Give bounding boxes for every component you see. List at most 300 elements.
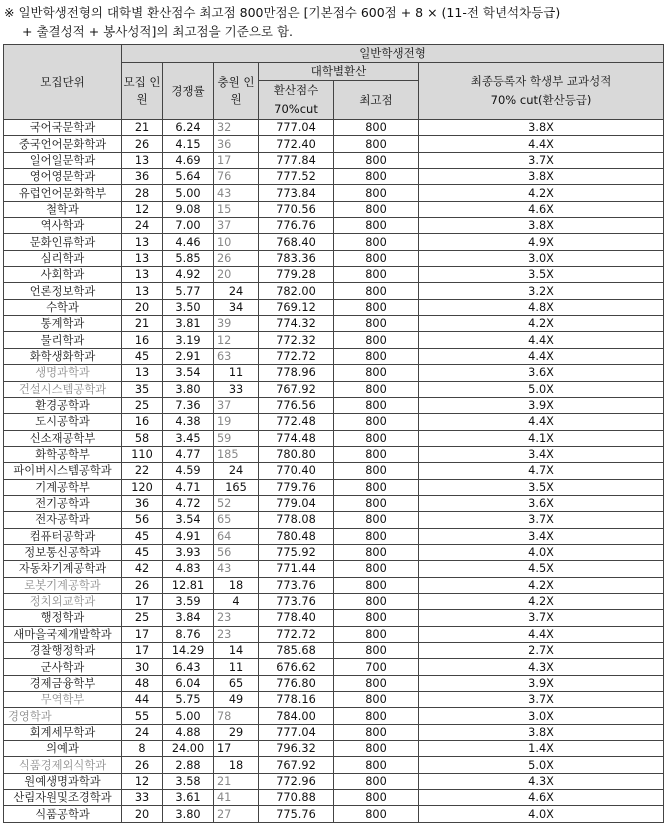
competition-cell: 4.83 bbox=[163, 561, 214, 577]
max-score-cell: 800 bbox=[334, 332, 419, 348]
competition-cell: 4.59 bbox=[163, 463, 214, 479]
grade-cell: 1.4X bbox=[419, 741, 664, 757]
score-cell: 770.40 bbox=[259, 463, 334, 479]
max-score-cell: 800 bbox=[334, 577, 419, 593]
score-cell: 772.72 bbox=[259, 348, 334, 364]
extra-cell: 4 bbox=[214, 593, 259, 609]
dept-cell: 군사학과 bbox=[4, 659, 122, 675]
score-cell: 772.40 bbox=[259, 136, 334, 152]
competition-cell: 6.43 bbox=[163, 659, 214, 675]
table-row bbox=[4, 708, 664, 724]
quota-cell: 12 bbox=[122, 773, 163, 789]
grade-cell: 4.4X bbox=[419, 626, 664, 642]
dept-cell: 식품공학과 bbox=[4, 806, 122, 822]
grade-cell: 5.0X bbox=[419, 381, 664, 397]
quota-cell: 25 bbox=[122, 610, 163, 626]
score-cell: 778.96 bbox=[259, 365, 334, 381]
footnote-line-2: + 출결성적 + 봉사성적]의 최고점을 기준으로 함. bbox=[22, 24, 293, 39]
quota-cell: 17 bbox=[122, 626, 163, 642]
max-score-cell: 800 bbox=[334, 806, 419, 822]
grade-cell: 4.4X bbox=[419, 136, 664, 152]
quota-cell: 45 bbox=[122, 528, 163, 544]
competition-cell: 4.69 bbox=[163, 152, 214, 168]
dept-cell: 전자공학과 bbox=[4, 512, 122, 528]
footnote-line-1: ※ 일반학생전형의 대학별 환산점수 최고점 800만점은 [기본점수 600점 + 8 × (11-전 학년석차등급) bbox=[4, 5, 561, 20]
dept-cell: 새마을국제개발학과 bbox=[4, 626, 122, 642]
grade-cell: 4.4X bbox=[419, 414, 664, 430]
grade-cell: 3.7X bbox=[419, 692, 664, 708]
max-score-cell: 800 bbox=[334, 790, 419, 806]
dept-cell: 통계학과 bbox=[4, 316, 122, 332]
extra-cell: 23 bbox=[214, 610, 259, 626]
grade-cell: 4.2X bbox=[419, 593, 664, 609]
quota-cell: 48 bbox=[122, 675, 163, 691]
quota-cell: 21 bbox=[122, 316, 163, 332]
score-cell: 777.04 bbox=[259, 724, 334, 740]
max-score-cell: 800 bbox=[334, 610, 419, 626]
max-score-cell: 800 bbox=[334, 218, 419, 234]
table-row bbox=[4, 806, 664, 822]
max-score-cell: 800 bbox=[334, 414, 419, 430]
max-score-cell: 800 bbox=[334, 463, 419, 479]
competition-cell: 8.76 bbox=[163, 626, 214, 642]
score-cell: 780.80 bbox=[259, 446, 334, 462]
extra-cell: 33 bbox=[214, 381, 259, 397]
extra-cell: 32 bbox=[214, 120, 259, 136]
table-row bbox=[4, 365, 664, 381]
table-row bbox=[4, 267, 664, 283]
grade-cell: 3.6X bbox=[419, 495, 664, 511]
extra-cell: 64 bbox=[214, 528, 259, 544]
grade-cell: 3.0X bbox=[419, 250, 664, 266]
dept-cell: 신소재공학부 bbox=[4, 430, 122, 446]
quota-cell: 36 bbox=[122, 169, 163, 185]
extra-cell: 65 bbox=[214, 512, 259, 528]
table-row bbox=[4, 495, 664, 511]
competition-cell: 3.54 bbox=[163, 512, 214, 528]
max-score-cell: 800 bbox=[334, 528, 419, 544]
dept-cell: 화학공학부 bbox=[4, 446, 122, 462]
score-cell: 779.28 bbox=[259, 267, 334, 283]
score-cell: 777.04 bbox=[259, 120, 334, 136]
header-final-grade: 최종등록자 학생부 교과성적 70% cut(환산등급) bbox=[419, 63, 664, 120]
table-row bbox=[4, 414, 664, 430]
grade-cell: 3.9X bbox=[419, 397, 664, 413]
score-cell: 769.12 bbox=[259, 299, 334, 315]
max-score-cell: 800 bbox=[334, 757, 419, 773]
quota-cell: 36 bbox=[122, 495, 163, 511]
quota-cell: 16 bbox=[122, 414, 163, 430]
extra-cell: 20 bbox=[214, 267, 259, 283]
table-row bbox=[4, 430, 664, 446]
extra-cell: 21 bbox=[214, 773, 259, 789]
dept-cell: 문화인류학과 bbox=[4, 234, 122, 250]
dept-cell: 산림자원및조경학과 bbox=[4, 790, 122, 806]
score-cell: 774.32 bbox=[259, 316, 334, 332]
table-body bbox=[4, 120, 664, 823]
table-row bbox=[4, 250, 664, 266]
score-cell: 777.52 bbox=[259, 169, 334, 185]
competition-cell: 9.08 bbox=[163, 201, 214, 217]
quota-cell: 21 bbox=[122, 120, 163, 136]
extra-cell: 43 bbox=[214, 561, 259, 577]
extra-cell: 56 bbox=[214, 544, 259, 560]
table-row bbox=[4, 332, 664, 348]
table-row bbox=[4, 381, 664, 397]
extra-cell: 19 bbox=[214, 414, 259, 430]
competition-cell: 3.84 bbox=[163, 610, 214, 626]
extra-cell: 185 bbox=[214, 446, 259, 462]
competition-cell: 12.81 bbox=[163, 577, 214, 593]
dept-cell: 자동차기계공학과 bbox=[4, 561, 122, 577]
quota-cell: 24 bbox=[122, 218, 163, 234]
dept-cell: 파이버시스템공학과 bbox=[4, 463, 122, 479]
grade-cell: 4.7X bbox=[419, 463, 664, 479]
score-cell: 773.76 bbox=[259, 593, 334, 609]
dept-cell: 생명과학과 bbox=[4, 365, 122, 381]
dept-cell: 의예과 bbox=[4, 741, 122, 757]
score-cell: 784.00 bbox=[259, 708, 334, 724]
competition-cell: 24.00 bbox=[163, 741, 214, 757]
max-score-cell: 800 bbox=[334, 234, 419, 250]
dept-cell: 국어국문학과 bbox=[4, 120, 122, 136]
dept-cell: 언론정보학과 bbox=[4, 283, 122, 299]
dept-cell: 심리학과 bbox=[4, 250, 122, 266]
max-score-cell: 800 bbox=[334, 544, 419, 560]
competition-cell: 3.93 bbox=[163, 544, 214, 560]
competition-cell: 2.91 bbox=[163, 348, 214, 364]
quota-cell: 13 bbox=[122, 250, 163, 266]
dept-cell: 철학과 bbox=[4, 201, 122, 217]
max-score-cell: 800 bbox=[334, 773, 419, 789]
quota-cell: 13 bbox=[122, 283, 163, 299]
grade-cell: 4.2X bbox=[419, 185, 664, 201]
competition-cell: 3.81 bbox=[163, 316, 214, 332]
quota-cell: 110 bbox=[122, 446, 163, 462]
grade-cell: 3.9X bbox=[419, 675, 664, 691]
dept-cell: 정보통신공학과 bbox=[4, 544, 122, 560]
extra-cell: 78 bbox=[214, 708, 259, 724]
competition-cell: 7.00 bbox=[163, 218, 214, 234]
competition-cell: 4.15 bbox=[163, 136, 214, 152]
competition-cell: 4.38 bbox=[163, 414, 214, 430]
table-row bbox=[4, 577, 664, 593]
quota-cell: 26 bbox=[122, 757, 163, 773]
score-cell: 777.84 bbox=[259, 152, 334, 168]
score-cell: 676.62 bbox=[259, 659, 334, 675]
table-row bbox=[4, 185, 664, 201]
score-cell: 774.48 bbox=[259, 430, 334, 446]
grade-cell: 4.5X bbox=[419, 561, 664, 577]
extra-cell: 17 bbox=[214, 152, 259, 168]
dept-cell: 물리학과 bbox=[4, 332, 122, 348]
max-score-cell: 800 bbox=[334, 512, 419, 528]
table-row bbox=[4, 397, 664, 413]
extra-cell: 52 bbox=[214, 495, 259, 511]
table-row bbox=[4, 120, 664, 136]
score-cell: 783.36 bbox=[259, 250, 334, 266]
max-score-cell: 800 bbox=[334, 724, 419, 740]
quota-cell: 26 bbox=[122, 136, 163, 152]
quota-cell: 8 bbox=[122, 741, 163, 757]
table-row bbox=[4, 643, 664, 659]
max-score-cell: 800 bbox=[334, 120, 419, 136]
dept-cell: 식품경제외식학과 bbox=[4, 757, 122, 773]
competition-cell: 5.75 bbox=[163, 692, 214, 708]
competition-cell: 14.29 bbox=[163, 643, 214, 659]
extra-cell: 59 bbox=[214, 430, 259, 446]
quota-cell: 16 bbox=[122, 332, 163, 348]
grade-cell: 3.8X bbox=[419, 169, 664, 185]
competition-cell: 4.92 bbox=[163, 267, 214, 283]
max-score-cell: 800 bbox=[334, 430, 419, 446]
competition-cell: 2.88 bbox=[163, 757, 214, 773]
competition-cell: 7.36 bbox=[163, 397, 214, 413]
grade-cell: 4.0X bbox=[419, 806, 664, 822]
table-row bbox=[4, 283, 664, 299]
table-row bbox=[4, 626, 664, 642]
extra-cell: 27 bbox=[214, 806, 259, 822]
competition-cell: 4.71 bbox=[163, 479, 214, 495]
grade-cell: 3.0X bbox=[419, 708, 664, 724]
dept-cell: 화학생화학과 bbox=[4, 348, 122, 364]
score-cell: 767.92 bbox=[259, 757, 334, 773]
grade-cell: 3.7X bbox=[419, 152, 664, 168]
quota-cell: 33 bbox=[122, 790, 163, 806]
max-score-cell: 800 bbox=[334, 348, 419, 364]
quota-cell: 13 bbox=[122, 234, 163, 250]
grade-cell: 3.8X bbox=[419, 218, 664, 234]
dept-cell: 수학과 bbox=[4, 299, 122, 315]
table-row bbox=[4, 299, 664, 315]
quota-cell: 12 bbox=[122, 201, 163, 217]
max-score-cell: 800 bbox=[334, 643, 419, 659]
score-cell: 776.76 bbox=[259, 218, 334, 234]
dept-cell: 행정학과 bbox=[4, 610, 122, 626]
competition-cell: 6.24 bbox=[163, 120, 214, 136]
competition-cell: 4.72 bbox=[163, 495, 214, 511]
max-score-cell: 800 bbox=[334, 185, 419, 201]
extra-cell: 24 bbox=[214, 283, 259, 299]
quota-cell: 28 bbox=[122, 185, 163, 201]
max-score-cell: 800 bbox=[334, 299, 419, 315]
dept-cell: 정치외교학과 bbox=[4, 593, 122, 609]
grade-cell: 3.2X bbox=[419, 283, 664, 299]
quota-cell: 13 bbox=[122, 365, 163, 381]
competition-cell: 3.45 bbox=[163, 430, 214, 446]
competition-cell: 3.58 bbox=[163, 773, 214, 789]
quota-cell: 35 bbox=[122, 381, 163, 397]
score-cell: 770.56 bbox=[259, 201, 334, 217]
table-row bbox=[4, 692, 664, 708]
grade-cell: 3.7X bbox=[419, 512, 664, 528]
score-cell: 771.44 bbox=[259, 561, 334, 577]
competition-cell: 3.61 bbox=[163, 790, 214, 806]
competition-cell: 5.00 bbox=[163, 708, 214, 724]
quota-cell: 44 bbox=[122, 692, 163, 708]
header-score-cut: 환산점수 70%cut bbox=[259, 81, 334, 120]
dept-cell: 컴퓨터공학과 bbox=[4, 528, 122, 544]
extra-cell: 18 bbox=[214, 757, 259, 773]
grade-cell: 3.5X bbox=[419, 267, 664, 283]
quota-cell: 26 bbox=[122, 577, 163, 593]
table-row bbox=[4, 544, 664, 560]
quota-cell: 22 bbox=[122, 463, 163, 479]
score-cell: 779.04 bbox=[259, 495, 334, 511]
score-cell: 773.84 bbox=[259, 185, 334, 201]
table-row bbox=[4, 790, 664, 806]
extra-cell: 39 bbox=[214, 316, 259, 332]
dept-cell: 원예생명과학과 bbox=[4, 773, 122, 789]
score-cell: 770.88 bbox=[259, 790, 334, 806]
table-row bbox=[4, 316, 664, 332]
header-competition: 경쟁률 bbox=[163, 63, 214, 120]
quota-cell: 20 bbox=[122, 806, 163, 822]
competition-cell: 3.80 bbox=[163, 806, 214, 822]
table-row bbox=[4, 741, 664, 757]
max-score-cell: 800 bbox=[334, 561, 419, 577]
grade-cell: 4.4X bbox=[419, 348, 664, 364]
dept-cell: 역사학과 bbox=[4, 218, 122, 234]
grade-cell: 4.3X bbox=[419, 659, 664, 675]
extra-cell: 11 bbox=[214, 365, 259, 381]
max-score-cell: 800 bbox=[334, 365, 419, 381]
max-score-cell: 800 bbox=[334, 316, 419, 332]
dept-cell: 건설시스템공학과 bbox=[4, 381, 122, 397]
quota-cell: 58 bbox=[122, 430, 163, 446]
grade-cell: 4.0X bbox=[419, 544, 664, 560]
competition-cell: 4.91 bbox=[163, 528, 214, 544]
dept-cell: 중국언어문화학과 bbox=[4, 136, 122, 152]
score-cell: 778.08 bbox=[259, 512, 334, 528]
max-score-cell: 800 bbox=[334, 169, 419, 185]
competition-cell: 4.77 bbox=[163, 446, 214, 462]
competition-cell: 5.64 bbox=[163, 169, 214, 185]
table-row bbox=[4, 593, 664, 609]
table-row bbox=[4, 659, 664, 675]
max-score-cell: 800 bbox=[334, 136, 419, 152]
grade-cell: 4.4X bbox=[419, 332, 664, 348]
extra-cell: 18 bbox=[214, 577, 259, 593]
table-row bbox=[4, 561, 664, 577]
extra-cell: 34 bbox=[214, 299, 259, 315]
max-score-cell: 800 bbox=[334, 250, 419, 266]
grade-cell: 3.4X bbox=[419, 528, 664, 544]
extra-cell: 26 bbox=[214, 250, 259, 266]
quota-cell: 24 bbox=[122, 724, 163, 740]
competition-cell: 4.88 bbox=[163, 724, 214, 740]
table-row bbox=[4, 773, 664, 789]
table-row bbox=[4, 348, 664, 364]
dept-cell: 무역학부 bbox=[4, 692, 122, 708]
admission-results-table bbox=[3, 44, 664, 823]
score-cell: 785.68 bbox=[259, 643, 334, 659]
dept-cell: 환경공학과 bbox=[4, 397, 122, 413]
table-row bbox=[4, 757, 664, 773]
score-cell: 780.48 bbox=[259, 528, 334, 544]
max-score-cell: 800 bbox=[334, 397, 419, 413]
dept-cell: 로봇기계공학과 bbox=[4, 577, 122, 593]
quota-cell: 13 bbox=[122, 152, 163, 168]
dept-cell: 기계공학부 bbox=[4, 479, 122, 495]
header-extra: 충원 인원 bbox=[214, 63, 259, 120]
table-row bbox=[4, 528, 664, 544]
dept-cell: 경찰행정학과 bbox=[4, 643, 122, 659]
extra-cell: 11 bbox=[214, 659, 259, 675]
dept-cell: 경제금융학부 bbox=[4, 675, 122, 691]
dept-cell: 회계세무학과 bbox=[4, 724, 122, 740]
quota-cell: 25 bbox=[122, 397, 163, 413]
grade-cell: 4.9X bbox=[419, 234, 664, 250]
table-row bbox=[4, 152, 664, 168]
max-score-cell: 800 bbox=[334, 479, 419, 495]
competition-cell: 5.77 bbox=[163, 283, 214, 299]
score-cell: 778.16 bbox=[259, 692, 334, 708]
table-row bbox=[4, 446, 664, 462]
dept-cell: 경영학과 bbox=[4, 708, 122, 724]
table-row bbox=[4, 610, 664, 626]
grade-cell: 4.2X bbox=[419, 316, 664, 332]
score-cell: 779.76 bbox=[259, 479, 334, 495]
max-score-cell: 800 bbox=[334, 381, 419, 397]
max-score-cell: 800 bbox=[334, 446, 419, 462]
quota-cell: 45 bbox=[122, 544, 163, 560]
competition-cell: 6.04 bbox=[163, 675, 214, 691]
table-row bbox=[4, 234, 664, 250]
dept-cell: 유럽언어문화학부 bbox=[4, 185, 122, 201]
dept-cell: 사회학과 bbox=[4, 267, 122, 283]
grade-cell: 3.5X bbox=[419, 479, 664, 495]
table-row bbox=[4, 512, 664, 528]
quota-cell: 55 bbox=[122, 708, 163, 724]
score-cell: 772.48 bbox=[259, 414, 334, 430]
dept-cell: 전기공학과 bbox=[4, 495, 122, 511]
max-score-cell: 700 bbox=[334, 659, 419, 675]
extra-cell: 76 bbox=[214, 169, 259, 185]
score-cell: 782.00 bbox=[259, 283, 334, 299]
grade-cell: 3.7X bbox=[419, 610, 664, 626]
footnote bbox=[0, 0, 664, 44]
extra-cell: 10 bbox=[214, 234, 259, 250]
max-score-cell: 800 bbox=[334, 152, 419, 168]
grade-cell: 3.8X bbox=[419, 724, 664, 740]
competition-cell: 5.85 bbox=[163, 250, 214, 266]
grade-cell: 3.8X bbox=[419, 120, 664, 136]
extra-cell: 63 bbox=[214, 348, 259, 364]
extra-cell: 65 bbox=[214, 675, 259, 691]
table-row bbox=[4, 724, 664, 740]
extra-cell: 165 bbox=[214, 479, 259, 495]
grade-cell: 4.6X bbox=[419, 201, 664, 217]
max-score-cell: 800 bbox=[334, 741, 419, 757]
table-row bbox=[4, 136, 664, 152]
max-score-cell: 800 bbox=[334, 708, 419, 724]
score-cell: 775.76 bbox=[259, 806, 334, 822]
extra-cell: 23 bbox=[214, 626, 259, 642]
table-row bbox=[4, 218, 664, 234]
extra-cell: 12 bbox=[214, 332, 259, 348]
dept-cell: 영어영문학과 bbox=[4, 169, 122, 185]
competition-cell: 3.80 bbox=[163, 381, 214, 397]
header-dept: 모집단위 bbox=[4, 45, 122, 120]
quota-cell: 42 bbox=[122, 561, 163, 577]
score-cell: 772.72 bbox=[259, 626, 334, 642]
grade-cell: 2.7X bbox=[419, 643, 664, 659]
extra-cell: 41 bbox=[214, 790, 259, 806]
table-row bbox=[4, 201, 664, 217]
competition-cell: 4.46 bbox=[163, 234, 214, 250]
grade-cell: 4.8X bbox=[419, 299, 664, 315]
